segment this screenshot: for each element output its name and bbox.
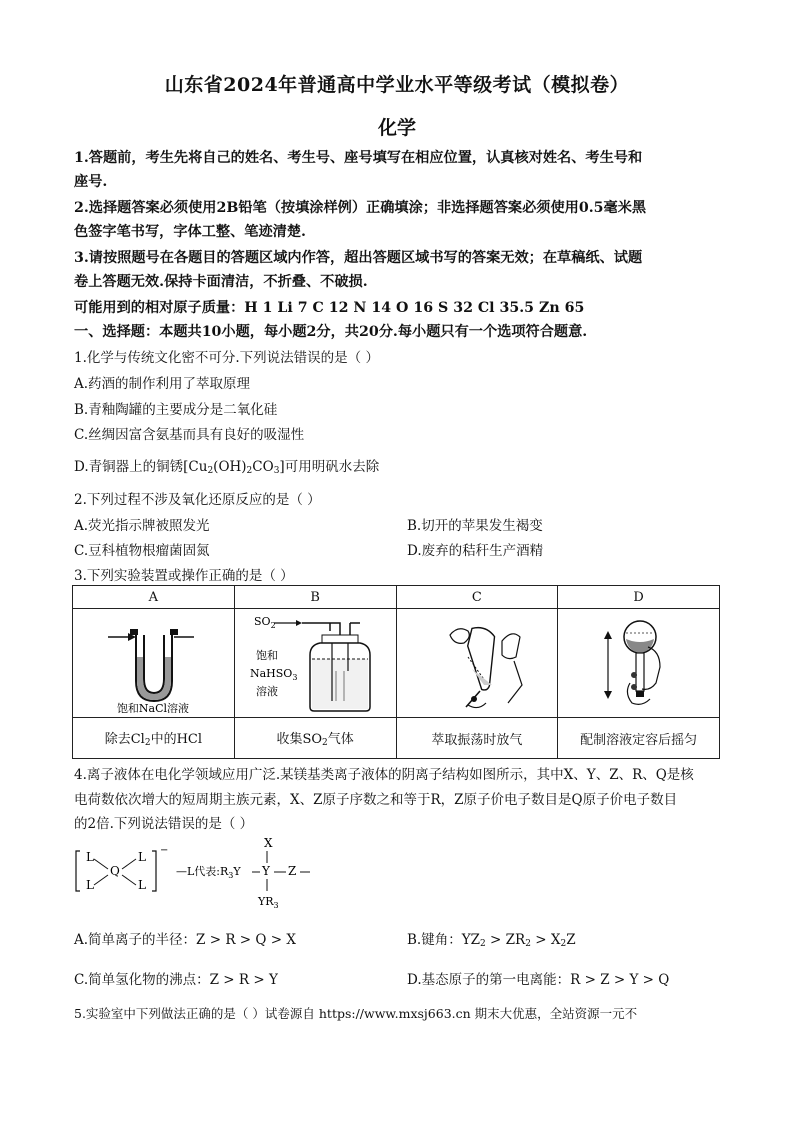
q3-cap-a-text: 除去Cl <box>104 732 145 747</box>
q3-caption-c: 萃取振荡时放气 <box>396 718 558 759</box>
q1-d-text: ]可用明矾水去除 <box>279 459 380 475</box>
svg-text:Q: Q <box>110 864 120 878</box>
q1-d-formula: CO <box>252 459 274 475</box>
q3-figure-b <box>234 609 396 718</box>
q1-d-text: D.青铜器上的铜锈[ <box>74 459 189 475</box>
l-means-label: —L代表$:R_3Y$ <box>176 865 241 880</box>
q3-cap-a-text: 中的HCl <box>150 732 203 747</box>
q1-option-a: A.药酒的制作利用了萃取原理 <box>74 376 251 392</box>
q1-d-sub: 2 <box>246 466 253 476</box>
q1-option-b: B.青釉陶罐的主要成分是二氧化硅 <box>74 402 278 418</box>
q4-b-text: B.键角：YZ <box>407 932 481 948</box>
q2-option-c: C.豆科植物根瘤菌固氮 <box>74 543 210 559</box>
q3-figure-c <box>396 609 558 718</box>
q3-cap-b-text: 气体 <box>327 732 354 747</box>
q3-header-a: A <box>73 586 235 609</box>
anion-structure-diagram <box>72 835 352 915</box>
instruction-3b: 卷上答题无效.保持卡面清洁，不折叠、不破损. <box>74 274 368 290</box>
volumetric-flask-icon <box>564 611 714 715</box>
svg-text:Z: Z <box>288 864 297 878</box>
q2-option-d: D.废弃的秸秆生产酒精 <box>407 543 544 559</box>
q1-d-formula: (OH) <box>213 459 247 475</box>
q3-caption-a <box>73 718 235 759</box>
q4-option-c: C.简单氢化物的沸点：Z > R > Y <box>74 972 278 988</box>
q4-b-text: > X <box>530 932 561 948</box>
q3-header-b: B <box>234 586 396 609</box>
instruction-2a: 2.选择题答案必须使用2B铅笔（按填涂样例）正确填涂；非选择题答案必须使用0.5毫米黑 <box>74 200 647 216</box>
q4-b-sub: 2 <box>560 939 567 949</box>
q4-b-sub: 2 <box>480 939 486 949</box>
gas-washing-bottle-icon <box>240 611 390 715</box>
q3-cap-b-sub: 2 <box>322 738 328 748</box>
q2-option-a: A.荧光指示牌被照发光 <box>74 518 210 534</box>
page-title: 山东省2024年普通高中学业水平等级考试（模拟卷） <box>164 74 630 96</box>
u-tube-icon <box>78 613 228 713</box>
q4-stem-a: 4.离子液体在电化学领域应用广泛.某镁基类离子液体的阴离子结构如图所示，其中X、Y、Z、R、Q是核 <box>74 767 694 783</box>
q3-cap-b-text: 收集SO <box>276 732 323 747</box>
q3-caption-b <box>234 718 396 759</box>
q3-b-label-3: 溶液 <box>256 685 279 698</box>
subject-title: 化学 <box>377 117 416 139</box>
q2-stem: 2.下列过程不涉及氧化还原反应的是（ ） <box>74 492 321 508</box>
q5-stem: 5.实验室中下列做法正确的是（ ）试卷源自 https://www.mxsj663.cn 期末大优惠，全站资源一元不 <box>74 1006 638 1021</box>
q3-apparatus-table <box>72 585 720 759</box>
q1-option-c: C.丝绸因富含氨基而具有良好的吸湿性 <box>74 427 305 443</box>
svg-text:Y: Y <box>262 864 270 878</box>
q4-option-d: D.基态原子的第一电离能：R > Z > Y > Q <box>407 972 670 988</box>
q3-header-d: D <box>558 586 720 609</box>
q1-option-d <box>74 455 379 476</box>
atomic-masses: 可能用到的相对原子质量：H 1 Li 7 C 12 N 14 O 16 S 32 Cl 35.5 Zn 65 <box>74 300 585 316</box>
q3-b-label-2: NaHSO$_3$ <box>250 667 298 682</box>
q1-d-sub: 3 <box>273 466 280 476</box>
q3-figure-d <box>558 609 720 718</box>
svg-text:L: L <box>86 850 94 864</box>
q1-stem: 1.化学与传统文化密不可分.下列说法错误的是（ ） <box>74 350 379 366</box>
instruction-1a: 1.答题前，考生先将自己的姓名、考生号、座号填写在相应位置，认真核对姓名、考生号和 <box>74 150 643 166</box>
instruction-1b: 座号. <box>74 174 108 190</box>
q4-option-a: A.简单离子的半径：Z > R > Q > X <box>74 932 296 948</box>
q1-d-sub: 2 <box>207 466 214 476</box>
instruction-3a: 3.请按照题号在各题目的答题区域内作答，超出答题区域书写的答案无效；在草稿纸、试题 <box>74 250 643 266</box>
q3-b-so2: $SO_2$ <box>254 615 276 630</box>
q3-stem: 3.下列实验装置或操作正确的是（ ） <box>74 568 294 584</box>
svg-text:L: L <box>138 850 146 864</box>
svg-text:−: − <box>160 845 169 856</box>
q3-figure-a <box>73 609 235 718</box>
svg-text:YR3: $YR_3$ <box>258 895 279 910</box>
section-1-heading: 一、选择题：本题共10小题，每小题2分，共20分.每小题只有一个选项符合题意. <box>74 324 588 340</box>
q3-a-label: 饱和NaCl溶液 <box>117 702 190 713</box>
q4-option-b <box>407 928 576 949</box>
q3-header-c: C <box>396 586 558 609</box>
q4-b-sub: 2 <box>525 939 531 949</box>
q3-caption-d: 配制溶液定容后摇匀 <box>558 718 720 759</box>
q4-b-text: > ZR <box>485 932 526 948</box>
q2-option-b: B.切开的苹果发生褐变 <box>407 518 543 534</box>
q3-b-label-1: 饱和 <box>256 649 279 662</box>
q4-stem-c: 的2倍.下列说法错误的是（ ） <box>74 816 254 832</box>
q4-stem-b: 电荷数依次增大的短周期主族元素，X、Z原子序数之和等于R，Z原子价电子数目是Q原子价电子数目 <box>74 792 678 808</box>
svg-text:L: L <box>86 878 94 892</box>
q1-d-formula: Cu <box>188 459 208 475</box>
instruction-2b: 色签字笔书写，字体工整、笔迹清楚. <box>74 224 306 240</box>
separatory-funnel-icon <box>402 611 552 715</box>
q4-b-text: Z <box>566 932 576 948</box>
svg-text:X: X <box>264 836 273 850</box>
q3-cap-a-sub: 2 <box>144 738 151 748</box>
svg-text:L: L <box>138 878 146 892</box>
